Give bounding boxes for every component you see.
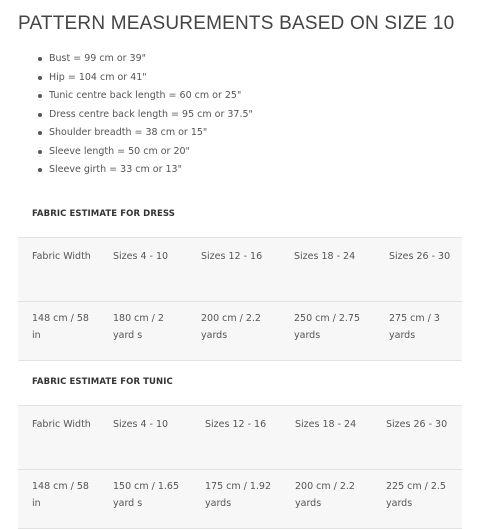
- list-item: [34, 143, 253, 162]
- table-header-cell: Sizes 12 - 16: [191, 406, 281, 470]
- measurement-text: Dress centre back length = 95 cm or 37.5": [49, 108, 253, 120]
- table-cell: 180 cm / 2 yard s: [99, 302, 187, 361]
- measurements-list: [34, 50, 253, 180]
- bullet-icon: [38, 168, 42, 172]
- tunic-table-heading: FABRIC ESTIMATE FOR TUNIC: [32, 377, 173, 387]
- list-item: [34, 87, 253, 106]
- bullet-icon: [38, 94, 42, 98]
- table-row: [18, 302, 462, 361]
- table-cell: 250 cm / 2.75 yards: [280, 302, 375, 361]
- table-cell: 275 cm / 3 yards: [375, 302, 462, 361]
- table-cell: 200 cm / 2.2 yards: [281, 470, 372, 529]
- table-header-cell: Sizes 26 - 30: [372, 406, 462, 470]
- table-header-cell: Sizes 12 - 16: [187, 238, 280, 302]
- bullet-icon: [38, 57, 42, 61]
- table-header-cell: Sizes 18 - 24: [280, 238, 375, 302]
- table-header-cell: Sizes 18 - 24: [281, 406, 372, 470]
- table-header-cell: Fabric Width: [18, 406, 99, 470]
- list-item: [34, 124, 253, 143]
- list-item: [34, 106, 253, 125]
- table-cell: 148 cm / 58 in: [18, 302, 99, 361]
- measurement-text: Sleeve length = 50 cm or 20": [49, 145, 190, 157]
- table-header-row: [18, 238, 462, 302]
- list-item: [34, 50, 253, 69]
- table-cell: 225 cm / 2.5 yards: [372, 470, 462, 529]
- table-header-row: [18, 406, 462, 470]
- table-cell: 148 cm / 58 in: [18, 470, 99, 529]
- list-item: [34, 69, 253, 88]
- measurement-text: Tunic centre back length = 60 cm or 25": [49, 90, 242, 101]
- tunic-fabric-table: [18, 405, 462, 529]
- table-cell: 150 cm / 1.65 yard s: [99, 470, 191, 529]
- measurement-text: Shoulder breadth = 38 cm or 15": [49, 127, 208, 138]
- measurement-text: Bust = 99 cm or 39": [49, 53, 147, 64]
- dress-fabric-table: [18, 237, 462, 361]
- bullet-icon: [38, 131, 42, 135]
- bullet-icon: [38, 150, 42, 154]
- table-row: [18, 470, 462, 529]
- table-cell: 175 cm / 1.92 yards: [191, 470, 281, 529]
- table-header-cell: Fabric Width: [18, 238, 99, 302]
- bullet-icon: [38, 113, 42, 117]
- table-header-cell: Sizes 4 - 10: [99, 238, 187, 302]
- measurement-text: Hip = 104 cm or 41": [49, 71, 147, 83]
- list-item: [34, 161, 253, 180]
- page-title: PATTERN MEASUREMENTS BASED ON SIZE 10: [18, 13, 455, 34]
- table-header-cell: Sizes 26 - 30: [375, 238, 462, 302]
- table-cell: 200 cm / 2.2 yards: [187, 302, 280, 361]
- measurement-text: Sleeve girth = 33 cm or 13": [49, 164, 182, 175]
- dress-table-heading: FABRIC ESTIMATE FOR DRESS: [32, 209, 175, 219]
- table-header-cell: Sizes 4 - 10: [99, 406, 191, 470]
- bullet-icon: [38, 76, 42, 80]
